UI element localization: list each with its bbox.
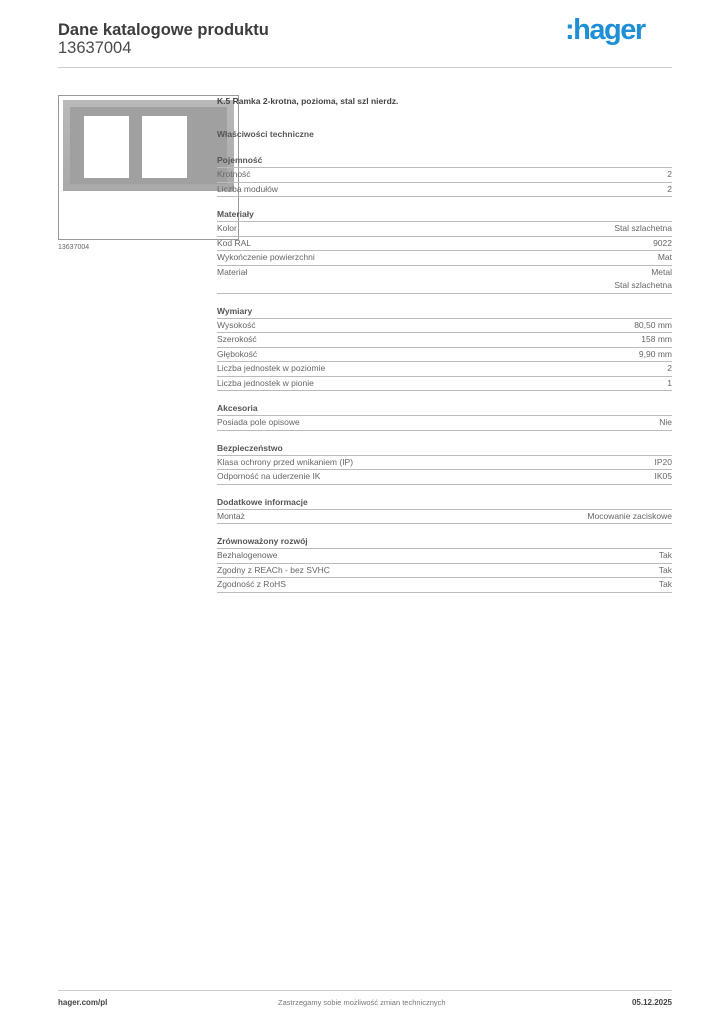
spec-section <box>217 304 672 392</box>
spec-label: Zgodność z RoHS <box>217 579 286 589</box>
spec-value <box>614 222 672 236</box>
section-heading: Zrównoważony rozwój <box>217 534 672 549</box>
spec-value <box>667 183 672 197</box>
spec-label: Liczba jednostek w poziomie <box>217 363 326 373</box>
frame-picture <box>63 100 234 191</box>
section-heading: Materiały <box>217 207 672 222</box>
spec-row <box>217 222 672 237</box>
spec-value <box>655 456 673 470</box>
spec-label: Liczba modułów <box>217 183 278 194</box>
spec-value <box>614 266 672 293</box>
spec-section <box>217 401 672 431</box>
spec-value-text: 80,50 mm <box>634 319 672 330</box>
spec-value <box>587 510 672 524</box>
spec-row <box>217 456 672 471</box>
header-divider <box>58 67 672 68</box>
spec-label: Liczba jednostek w pionie <box>217 377 314 388</box>
spec-value <box>659 578 672 592</box>
image-caption: 13637004 <box>58 244 90 251</box>
spec-value-text: IK05 <box>654 471 672 481</box>
section-heading: Akcesoria <box>217 401 672 416</box>
spec-value <box>634 319 672 333</box>
spec-section <box>217 495 672 525</box>
hager-logo: :hager <box>565 14 645 46</box>
spec-value-text: Nie <box>659 417 672 427</box>
spec-section <box>217 441 672 485</box>
spec-label: Bezhalogenowe <box>217 550 278 560</box>
spec-value-text: Metal <box>651 266 672 277</box>
footer-website: hager.com/pl <box>58 998 108 1007</box>
spec-label: Odporność na uderzenie IK <box>217 471 321 481</box>
spec-label: Wysokość <box>217 319 256 330</box>
spec-value <box>659 564 672 578</box>
spec-value-text: 9022 <box>653 237 672 248</box>
spec-value-text: 9,90 mm <box>638 348 672 359</box>
spec-label: Wykończenie powierzchni <box>217 252 315 262</box>
spec-label: Zgodny z REACh - bez SVHC <box>217 564 330 575</box>
spec-section <box>217 534 672 593</box>
spec-row <box>217 416 672 431</box>
spec-row <box>217 510 672 525</box>
footer-date: 05.12.2025 <box>631 998 672 1007</box>
spec-label: Kod RAL <box>217 237 252 248</box>
spec-label: Materiał <box>217 266 248 277</box>
spec-row <box>217 183 672 198</box>
product-name: K.5 Ramka 2-krotna, pozioma, stal szl nierdz. <box>217 96 399 106</box>
spec-value-text: 2 <box>667 363 672 373</box>
footer-disclaimer: Zastrzegamy sobie możliwość zmian technicznych <box>278 998 446 1007</box>
spec-value-text: Tak <box>658 579 672 589</box>
spec-label: Klasa ochrony przed wnikaniem (IP) <box>217 456 354 467</box>
section-heading: Pojemność <box>217 153 672 168</box>
spec-row <box>217 319 672 334</box>
spec-value <box>659 416 672 430</box>
spec-value <box>658 251 672 265</box>
spec-row <box>217 251 672 266</box>
spec-label: Posiada pole opisowe <box>217 417 300 427</box>
spec-label: Montaż <box>217 510 245 521</box>
properties-heading: Właściwości techniczne <box>217 129 314 139</box>
spec-row <box>217 362 672 377</box>
spec-value-text: Tak <box>658 550 672 560</box>
spec-value-text: Mocowanie zaciskowe <box>587 510 672 521</box>
spec-row <box>217 564 672 579</box>
spec-label: Głębokość <box>217 348 258 359</box>
spec-value <box>639 348 672 362</box>
spec-value <box>667 168 672 182</box>
footer-divider <box>58 990 672 991</box>
spec-row <box>217 348 672 363</box>
spec-value <box>655 470 673 484</box>
spec-row <box>217 578 672 593</box>
section-heading: Wymiary <box>217 304 672 319</box>
section-heading: Dodatkowe informacje <box>217 495 672 510</box>
spec-row <box>217 549 672 564</box>
spec-value <box>659 549 672 563</box>
spec-value <box>667 362 672 376</box>
spec-section <box>217 207 672 294</box>
spec-value-text: 158 mm <box>641 334 672 344</box>
spec-row <box>217 377 672 392</box>
spec-value-text: Stal szlachetna <box>614 280 672 290</box>
section-heading: Bezpieczeństwo <box>217 441 672 456</box>
spec-label: Krotność <box>217 169 251 179</box>
spec-row <box>217 266 672 294</box>
spec-value-text: IP20 <box>654 456 672 467</box>
spec-section <box>217 153 672 197</box>
spec-value <box>653 237 672 251</box>
product-id: 13637004 <box>58 39 132 57</box>
spec-value-text: Tak <box>658 564 672 575</box>
spec-value <box>641 333 672 347</box>
spec-value-text: Stal szlachetna <box>614 223 672 233</box>
spec-row <box>217 168 672 183</box>
spec-sections <box>217 153 672 593</box>
product-image <box>58 95 239 240</box>
spec-value-text: Mat <box>657 252 672 262</box>
spec-value-text: 2 <box>667 183 672 194</box>
page-title: Dane katalogowe produktu <box>58 21 269 39</box>
spec-value <box>667 377 672 391</box>
spec-row <box>217 237 672 252</box>
spec-value-text: 1 <box>667 377 672 388</box>
spec-label: Szerokość <box>217 334 257 344</box>
spec-value-text: 2 <box>667 169 672 179</box>
spec-row <box>217 333 672 348</box>
spec-row <box>217 470 672 485</box>
spec-label: Kolor <box>217 223 237 233</box>
spec-content <box>217 95 672 593</box>
